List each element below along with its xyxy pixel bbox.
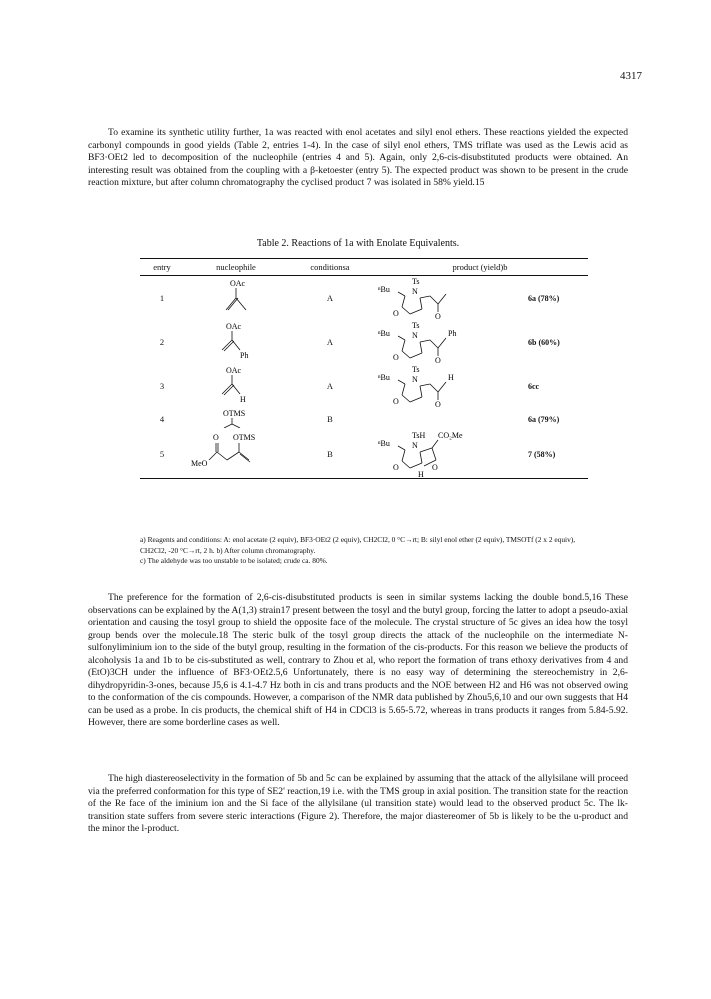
- product-label: 6a (79%): [528, 414, 560, 424]
- footnote-a: a) Reagents and conditions: A: enol acetate (2 equiv), BF3·OEt2 (2 equiv), CH2Cl2, 0 °C→rt; B: silyl enol ether (2 equiv), TMSOTf (2 x 2 equiv), CH2Cl2, -20 °C→rt, 2 h. b) After column chromatography.: [140, 535, 576, 555]
- svg-text:N: N: [412, 375, 418, 384]
- header-conditions: conditionsa: [288, 259, 372, 276]
- table-row: [140, 408, 588, 430]
- svg-text:O: O: [432, 463, 438, 472]
- svg-text:H: H: [448, 373, 454, 382]
- footnote-c: c) The aldehyde was too unstable to be isolated; crude ca. 80%.: [140, 556, 328, 565]
- svg-text:Ts: Ts: [412, 365, 420, 374]
- svg-text:ⁿBu: ⁿBu: [378, 439, 390, 448]
- svg-text:OAc: OAc: [226, 366, 242, 375]
- svg-text:O: O: [435, 400, 441, 408]
- svg-text:N: N: [412, 441, 418, 450]
- svg-text:O: O: [393, 353, 399, 362]
- table-row: [140, 276, 588, 321]
- product-cell: [372, 320, 588, 364]
- nucleophile-structure: [184, 320, 288, 364]
- svg-text:OTMS: OTMS: [233, 433, 256, 442]
- table-row: [140, 430, 588, 479]
- product-cell: [372, 408, 588, 430]
- svg-text:OAc: OAc: [230, 279, 246, 288]
- nucleophile-structure: [184, 364, 288, 408]
- svg-text:O: O: [393, 463, 399, 472]
- svg-text:H: H: [240, 395, 246, 404]
- product-label: 7 (58%): [528, 449, 556, 459]
- svg-text:CO₂Me: CO₂Me: [438, 431, 463, 440]
- svg-text:TsH: TsH: [412, 431, 426, 440]
- svg-text:Ph: Ph: [448, 329, 457, 338]
- nucleophile-structure: [184, 430, 288, 479]
- svg-text:OTMS: OTMS: [223, 409, 246, 418]
- header-entry: entry: [140, 259, 184, 276]
- product-cell: [372, 364, 588, 408]
- svg-text:N: N: [412, 287, 418, 296]
- header-product: product (yield)b: [372, 259, 588, 276]
- product-cell: [372, 430, 588, 479]
- product-label: 6cc: [528, 381, 540, 391]
- svg-text:N: N: [412, 331, 418, 340]
- entry-cell: 5: [140, 430, 184, 479]
- svg-text:O: O: [213, 433, 219, 442]
- table-2: [140, 258, 588, 479]
- svg-text:ⁿBu: ⁿBu: [378, 285, 390, 294]
- conditions-cell: A: [326, 381, 334, 391]
- nucleophile-structure: [184, 276, 288, 321]
- svg-text:H: H: [418, 470, 424, 478]
- svg-text:ⁿBu: ⁿBu: [378, 373, 390, 382]
- paragraph-2: The preference for the formation of 2,6-cis-disubstituted products is seen in similar systems lacking the double bond.5,16 These observations can be explained by the A(1,3) strain17 present between the tosyl and the butyl group, forcing the latter to adopt a pseudo-axial orientation and causing the tosyl group to shield the opposite face of the molecule. The crystal structure of 5c gives an idea how the tosyl group bends over the molecule.18 The steric bulk of the tosyl group directs the attack of the nucleophile on the intermediate N-sulfonyliminium ion to the side of the butyl group, resulting in the formation of the cis-products. For this reason we believe the products of alcoholysis 1a and 1b to be cis-substituted as well, contrary to Zhou et al, who report the formation of trans ethoxy derivatives from 4 and (EtO)3CH under the influence of BF3·OEt2.5,6 Unfortunately, there is no easy way of determining the stereochemistry in 2,6-dihydropyridin-3-ones, because J5,6 is 4.1-4.7 Hz both in cis and trans products and the NOE between H2 and H6 was not observed owing to the conformation of the cis compounds. However, a comparison of the NMR data published by Zhou5,6,10 and our own suggests that H4 can be used as a probe. In cis products, the chemical shift of H4 in CDCl3 is 5.65-5.72, whereas in trans products it ranges from 5.84-5.92. However, there are some borderline cases as well.: [88, 592, 628, 728]
- svg-text:Ts: Ts: [412, 277, 420, 286]
- conditions-cell: A: [326, 337, 334, 347]
- page-number: 4317: [620, 70, 642, 82]
- header-nucleophile: nucleophile: [184, 259, 288, 276]
- svg-text:ⁿBu: ⁿBu: [378, 329, 390, 338]
- svg-text:O: O: [435, 312, 441, 320]
- svg-text:O: O: [393, 397, 399, 406]
- svg-text:Ph: Ph: [240, 351, 249, 360]
- product-label: 6a (78%): [528, 293, 560, 303]
- conditions-cell: B: [327, 414, 333, 424]
- table-caption: Table 2. Reactions of 1a with Enolate Equivalents.: [256, 238, 460, 249]
- paragraph-3: The high diastereoselectivity in the formation of 5b and 5c can be explained by assuming that the attack of the allylsilane will proceed via the preferred conformation for this type of SE2' reaction,19 i.e. with the TMS group in axial position. The transition state for the reaction of the Re face of the iminium ion and the Si face of the allylsilane (ul transition state) would lead to the observed product 5c. The lk-transition state suffers from severe steric interactions (Figure 2). Therefore, the major diastereomer of 5b is likely to be the u-product and the minor the l-product.: [88, 773, 628, 834]
- conditions-cell: A: [326, 293, 334, 303]
- entry-cell: 2: [159, 337, 165, 347]
- entry-cell: 3: [159, 381, 165, 391]
- product-label: 6b (60%): [528, 337, 560, 347]
- conditions-cell: B: [288, 430, 372, 479]
- svg-text:O: O: [435, 356, 441, 364]
- product-cell: [372, 276, 588, 321]
- paragraph-1: To examine its synthetic utility further, 1a was reacted with enol acetates and silyl enol ethers. These reactions yielded the expected carbonyl compounds in good yields (Table 2, entries 1-4). In the case of silyl enol ethers, TMS triflate was used as the Lewis acid as BF3·OEt2 led to decomposition of the nucleophile (entries 4 and 5). Again, only 2,6-cis-disubstituted products were obtained. An interesting result was obtained from the coupling with a β-ketoester (entry 5). The expected product was shown to be present in the crude reaction mixture, but after column chromatography the cyclised product 7 was isolated in 58% yield.15: [88, 127, 628, 188]
- table-footnotes: [140, 535, 588, 567]
- nucleophile-structure: [184, 408, 288, 430]
- svg-text:O: O: [393, 309, 399, 318]
- entry-cell: 4: [159, 414, 165, 424]
- entry-cell: 1: [159, 293, 165, 303]
- table-row: [140, 320, 588, 364]
- table-row: [140, 364, 588, 408]
- svg-text:MeO: MeO: [191, 459, 208, 468]
- svg-text:Ts: Ts: [412, 321, 420, 330]
- svg-text:OAc: OAc: [226, 322, 242, 331]
